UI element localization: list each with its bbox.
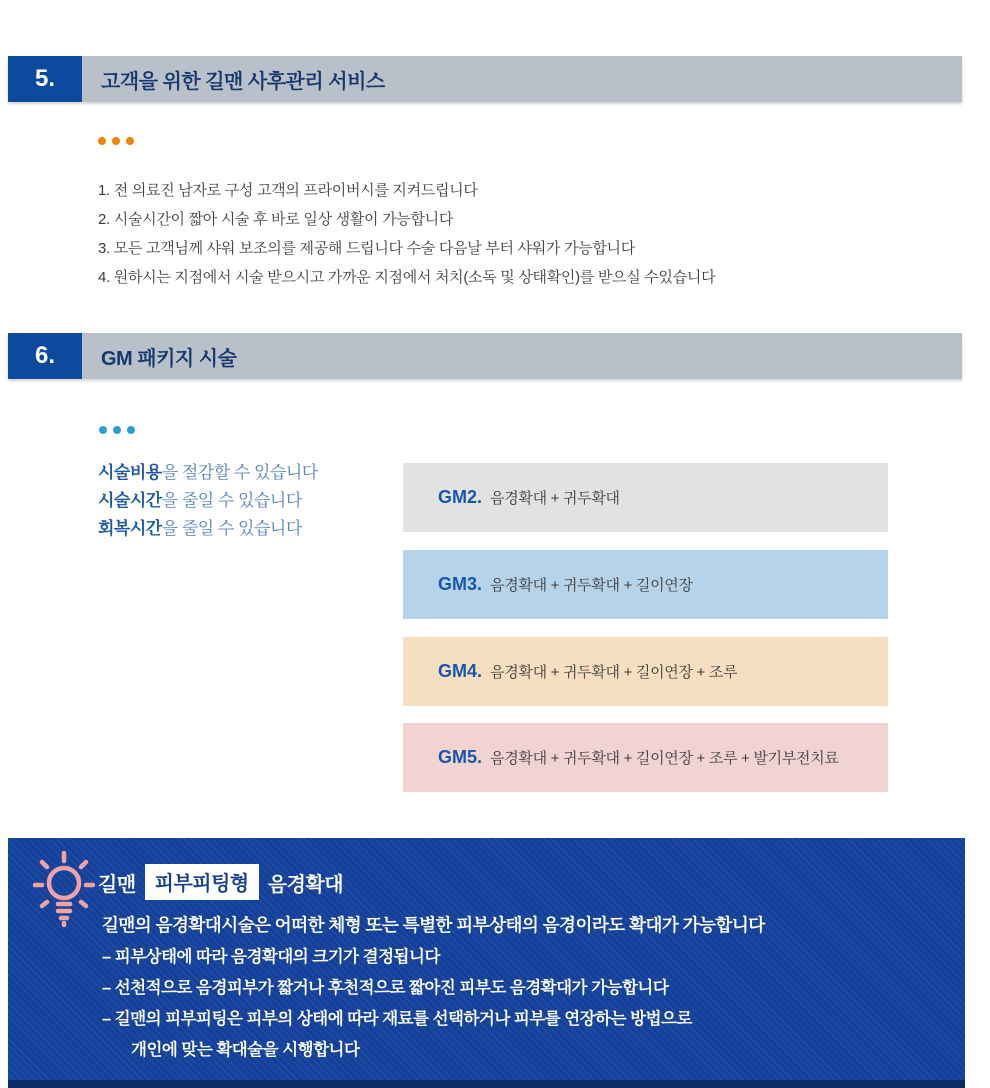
- aftercare-service-list: [98, 176, 715, 292]
- package-box-gm2: [403, 463, 888, 532]
- package-description: 음경확대 + 귀두확대 + 길이연장 + 조루: [490, 664, 738, 681]
- package-benefits-list: [98, 459, 318, 543]
- promo-bottom-strip: [8, 1080, 965, 1088]
- list-item: 4. 원하시는 지점에서 시술 받으시고 가까운 지점에서 처치(소독 및 상태확인)를 받으실 수있습니다: [98, 269, 716, 286]
- promo-bullet-list: [102, 942, 692, 1066]
- benefit-text: 을 줄일 수 있습니다: [161, 519, 302, 538]
- promo-bullet-continuation: 개인에 맞는 확대술을 시행합니다: [131, 1041, 360, 1059]
- dot-icon: [112, 137, 120, 145]
- section6-header-bar: [8, 333, 962, 379]
- dot-icon: [99, 426, 107, 434]
- benefit-line: [98, 459, 318, 487]
- promo-bullet: – 선천적으로 음경피부가 짧거나 후천적으로 짧아진 피부도 음경확대가 가능합니다: [102, 979, 669, 997]
- section6-title-rest: 패키지 시술: [132, 347, 237, 370]
- section6-title: [101, 342, 236, 371]
- package-box-gm4: [403, 637, 888, 706]
- package-label: GM3.: [438, 574, 483, 594]
- benefit-emphasis: 시술시간: [98, 491, 162, 510]
- dot-icon: [113, 426, 121, 434]
- dot-icon: [127, 426, 135, 434]
- promo-bullet: – 길맨의 피부피팅은 피부의 상태에 따라 재료를 선택하거나 피부를 연장하는 방법으로: [102, 1010, 692, 1028]
- benefit-line: [98, 487, 318, 515]
- list-item: 3. 모든 고객님께 샤워 보조의를 제공해 드립니다 수술 다음날 부터 샤워가 가능합니다: [98, 240, 635, 257]
- package-box-gm3: [403, 550, 888, 619]
- benefit-text: 을 절감할 수 있습니다: [161, 463, 318, 482]
- section6-number: 6.: [8, 333, 82, 379]
- dot-icon: [98, 137, 106, 145]
- section6-title-bold: GM: [101, 347, 133, 370]
- benefit-emphasis: 회복시간: [98, 519, 162, 538]
- list-item: 2. 시술시간이 짧아 시술 후 바로 일상 생활이 가능합니다: [98, 211, 454, 228]
- package-label: GM2.: [438, 487, 483, 507]
- package-label: GM4.: [438, 661, 483, 681]
- promo-title: [98, 864, 343, 900]
- skin-fitting-promo-panel: [8, 838, 965, 1088]
- benefit-emphasis: 시술비용: [98, 463, 162, 482]
- package-description: 음경확대 + 귀두확대 + 길이연장: [490, 577, 693, 594]
- promo-title-suffix: 음경확대: [267, 873, 344, 896]
- list-item: 1. 전 의료진 남자로 구성 고객의 프라이버시를 지켜드립니다: [98, 182, 478, 199]
- section5-title: 고객을 위한 길맨 사후관리 서비스: [101, 70, 385, 93]
- package-description: 음경확대 + 귀두확대 + 길이연장 + 조루 + 발기부전치료: [490, 750, 839, 767]
- promo-title-prefix: 길맨: [98, 873, 136, 896]
- benefit-text: 을 줄일 수 있습니다: [161, 491, 302, 510]
- lightbulb-icon: [33, 849, 95, 931]
- benefit-line: [98, 515, 318, 543]
- package-label: GM5.: [438, 747, 483, 767]
- package-description: 음경확대 + 귀두확대: [490, 490, 620, 507]
- section5-dots-decoration: [98, 137, 134, 145]
- package-box-gm5: [403, 723, 888, 792]
- promo-lead-text: 길맨의 음경확대시술은 어떠한 체형 또는 특별한 피부상태의 음경이라도 확대가 가능합니다: [102, 915, 765, 935]
- section5-header-bar: [8, 56, 962, 102]
- dot-icon: [126, 137, 134, 145]
- section5-number: 5.: [8, 56, 82, 102]
- section6-dots-decoration: [99, 426, 135, 434]
- promo-bullet: – 피부상태에 따라 음경확대의 크기가 결정됩니다: [102, 948, 440, 966]
- promo-title-badge: 피부피팅형: [145, 864, 259, 900]
